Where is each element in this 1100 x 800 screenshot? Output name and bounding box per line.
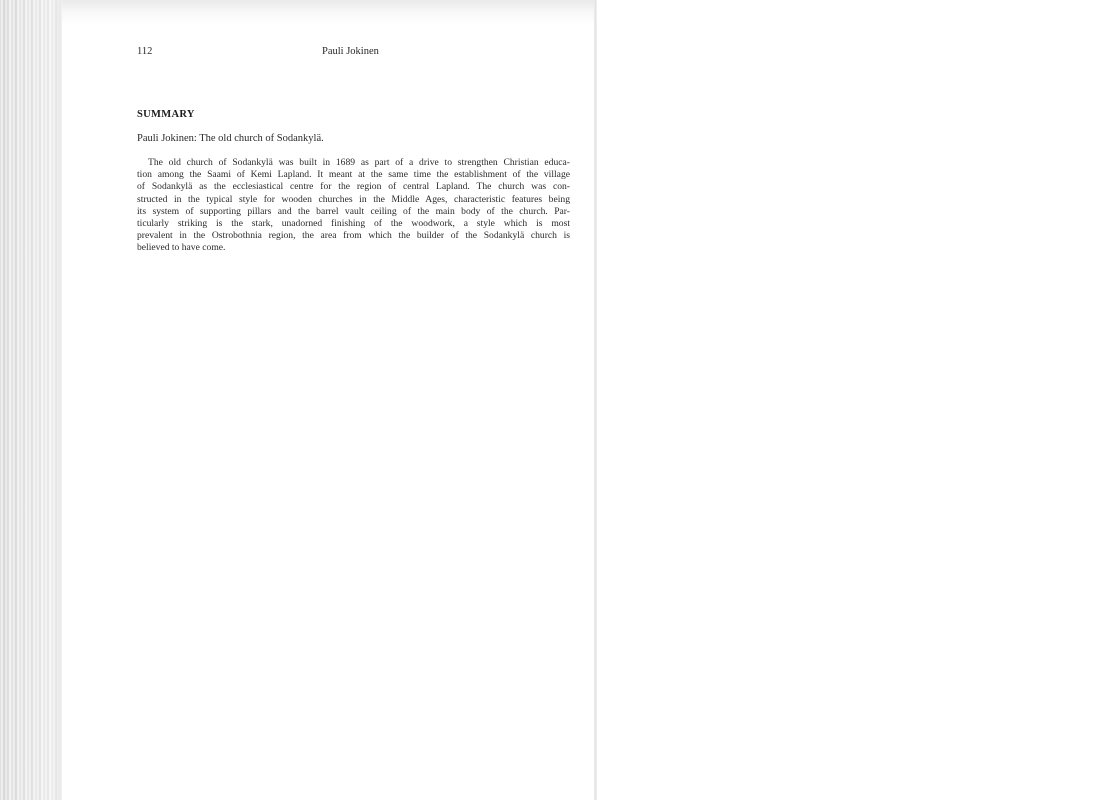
page-gutter-edge	[594, 0, 597, 800]
summary-line: structed in the typical style for wooden churches in the Middle Ages, characteristic features being	[137, 193, 570, 205]
article-title: Pauli Jokinen: The old church of Sodankylä.	[137, 133, 324, 144]
summary-line: of Sodankylä as the ecclesiastical centre for the region of central Lapland. The church was con-	[137, 181, 570, 193]
page-number: 112	[137, 46, 153, 57]
summary-line: its system of supporting pillars and the barrel vault ceiling of the main body of the church. Par-	[137, 205, 570, 217]
summary-line: ticularly striking is the stark, unadorned finishing of the woodwork, a style which is most	[137, 218, 570, 230]
summary-line: prevalent in the Ostrobothnia region, the area from which the builder of the Sodankylä church is	[137, 230, 570, 242]
book-page-edges	[0, 0, 62, 800]
summary-line: believed to have come.	[137, 242, 226, 254]
summary-line: tion among the Saami of Kemi Lapland. It meant at the same time the establishment of the village	[137, 169, 570, 181]
summary-paragraph	[137, 157, 570, 255]
running-head	[137, 46, 570, 62]
summary-line: The old church of Sodankylä was built in 1689 as part of a drive to strengthen Christian educa-	[148, 157, 570, 168]
summary-heading: SUMMARY	[137, 109, 195, 120]
running-head-author: Pauli Jokinen	[322, 46, 379, 57]
book-page	[62, 0, 597, 800]
